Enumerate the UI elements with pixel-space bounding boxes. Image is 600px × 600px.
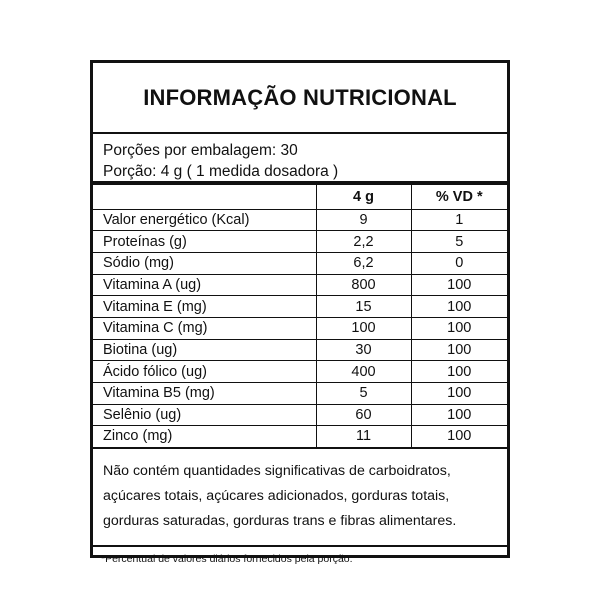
nutrient-dv: 100 (411, 426, 507, 448)
nutrient-amount: 9 (316, 209, 411, 231)
table-row (93, 404, 507, 426)
footnote-line: gorduras saturadas, gorduras trans e fibras alimentares. (103, 512, 457, 529)
table-row (93, 209, 507, 231)
nutrient-dv: 100 (411, 361, 507, 383)
nutrient-dv: 100 (411, 296, 507, 318)
nutrient-name: Vitamina E (mg) (93, 296, 316, 318)
nutrition-facts-panel (90, 60, 510, 565)
nutrient-dv: 100 (411, 339, 507, 361)
nutrient-dv: 100 (411, 317, 507, 339)
table-row (93, 317, 507, 339)
nutrient-amount: 100 (316, 317, 411, 339)
footnote-not-significant (93, 449, 507, 547)
nutrient-amount: 11 (316, 426, 411, 448)
nutrient-amount: 30 (316, 339, 411, 361)
servings-per-package: Porções por embalagem: 30 (103, 142, 298, 159)
nutrient-dv: 0 (411, 252, 507, 274)
nutrient-name: Valor energético (Kcal) (93, 209, 316, 231)
header-dv: % VD * (411, 185, 507, 209)
nutrient-amount: 6,2 (316, 252, 411, 274)
nutrient-amount: 15 (316, 296, 411, 318)
nutrient-dv: 100 (411, 383, 507, 405)
serving-size: Porção: 4 g ( 1 medida dosadora ) (103, 163, 339, 180)
footnote-line: Não contém quantidades significativas de carboidratos, (103, 462, 451, 479)
nutrient-name: Zinco (mg) (93, 426, 316, 448)
table-row (93, 231, 507, 253)
nutrient-name: Vitamina C (mg) (93, 317, 316, 339)
nutrient-name: Biotina (ug) (93, 339, 316, 361)
nutrient-name: Vitamina B5 (mg) (93, 383, 316, 405)
nutrient-amount: 60 (316, 404, 411, 426)
table-row (93, 383, 507, 405)
nutrient-amount: 400 (316, 361, 411, 383)
table-row (93, 339, 507, 361)
nutrient-table (93, 185, 507, 449)
panel-title: INFORMAÇÃO NUTRICIONAL (93, 63, 507, 134)
table-row (93, 361, 507, 383)
serving-info (93, 134, 507, 185)
nutrient-dv: 1 (411, 209, 507, 231)
nutrient-dv: 100 (411, 274, 507, 296)
header-amount: 4 g (316, 185, 411, 209)
nutrient-name: Sódio (mg) (93, 252, 316, 274)
nutrient-dv: 5 (411, 231, 507, 253)
table-row (93, 296, 507, 318)
table-row (93, 252, 507, 274)
table-row (93, 426, 507, 448)
nutrient-name: Ácido fólico (ug) (93, 361, 316, 383)
nutrient-amount: 2,2 (316, 231, 411, 253)
table-row (93, 274, 507, 296)
header-label (93, 185, 316, 209)
footnote-daily-value: *Percentual de valores diários fornecidos pela porção. (101, 552, 353, 565)
nutrient-amount: 5 (316, 383, 411, 405)
nutrient-name: Vitamina A (ug) (93, 274, 316, 296)
nutrient-name: Proteínas (g) (93, 231, 316, 253)
nutrient-dv: 100 (411, 404, 507, 426)
table-header-row (93, 185, 507, 209)
nutrient-name: Selênio (ug) (93, 404, 316, 426)
footnote-line: açúcares totais, açúcares adicionados, gorduras totais, (103, 487, 450, 504)
nutrient-amount: 800 (316, 274, 411, 296)
